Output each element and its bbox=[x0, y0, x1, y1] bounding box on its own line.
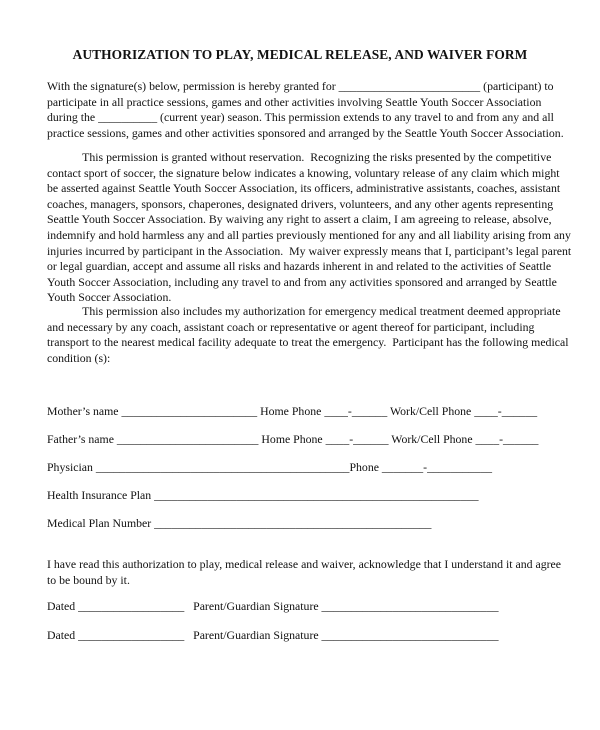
paragraph-line: or legal guardian, accept and assume all risks and hazards inherent in and related to the activities of Seattle bbox=[47, 259, 552, 274]
signature-line-1[interactable]: Dated __________________ Parent/Guardian Signature ______________________________ bbox=[47, 599, 499, 613]
acknowledgement-paragraph bbox=[47, 557, 577, 588]
paragraph-line: during the __________ (current year) season. This permission extends to any travel to and from any and all bbox=[47, 110, 554, 125]
paragraph-line: transport to the nearest medical facility adequate to treat the emergency. Participant has the following medical bbox=[47, 335, 569, 350]
paragraph-line: indemnify and hold harmless any and all parties previously mentioned for any and all liability arising from any bbox=[47, 227, 571, 242]
paragraph-line: I have read this authorization to play, medical release and waiver, acknowledge that I understand it and agree bbox=[47, 557, 562, 571]
paragraph-line: and necessary by any coach, assistant coach or representative or agent thereof for participant, including bbox=[47, 319, 535, 334]
paragraph-line: This permission is granted without reservation. Recognizing the risks presented by the competitive bbox=[47, 150, 552, 164]
medical-plan-number-field[interactable]: Medical Plan Number _______________________________________________ bbox=[47, 516, 432, 530]
physician-field[interactable]: Physician ___________________________________________Phone _______-___________ bbox=[47, 460, 492, 474]
paragraph-line: participate in all practice sessions, games and other activities involving Seattle Youth Soccer Association bbox=[47, 94, 542, 109]
signature-line-2[interactable]: Dated __________________ Parent/Guardian Signature ______________________________ bbox=[47, 628, 499, 642]
medical-paragraph bbox=[47, 304, 577, 366]
paragraph-line: Seattle Youth Soccer Association. By waiving any right to assert a claim, I am agreeing to release, absolve, bbox=[47, 212, 552, 227]
paragraph-line: contact sport of soccer, the signature below indicates a knowing, voluntary release of any claim which might bbox=[47, 165, 560, 180]
paragraph-line: practice sessions, games and other activities sponsored and arranged by the Seattle Youth Soccer Association. bbox=[47, 125, 564, 140]
health-insurance-field[interactable]: Health Insurance Plan _______________________________________________________ bbox=[47, 488, 479, 502]
permission-paragraph bbox=[47, 79, 577, 141]
paragraph-line: This permission also includes my authorization for emergency medical treatment deemed appropriate bbox=[47, 304, 561, 318]
paragraph-line: With the signature(s) below, permission is hereby granted for ________________________ (participant) to bbox=[47, 79, 554, 93]
paragraph-line: be asserted against Seattle Youth Soccer Association, its officers, administrative assistants, coaches, assistant bbox=[47, 181, 561, 196]
paragraph-line: Youth Soccer Association, including any travel to and from any activities sponsored and arranged by Seattle bbox=[47, 274, 557, 289]
mother-info-field[interactable]: Mother’s name _______________________ Home Phone ____-______ Work/Cell Phone ____-______ bbox=[47, 404, 538, 418]
paragraph-line: condition (s): bbox=[47, 350, 111, 365]
paragraph-line: Youth Soccer Association. bbox=[47, 290, 172, 305]
paragraph-line: to be bound by it. bbox=[47, 572, 130, 587]
paragraph-line: injuries incurred by participant in the Association. My waiver expressly means that I, participant’s legal parent bbox=[47, 243, 572, 258]
waiver-paragraph bbox=[47, 150, 577, 306]
father-info-field[interactable]: Father’s name ________________________ Home Phone ____-______ Work/Cell Phone ____-______ bbox=[47, 432, 539, 446]
paragraph-line: coaches, managers, sponsors, chaperones, designated drivers, volunteers, and any other agents representing bbox=[47, 196, 554, 211]
form-title: AUTHORIZATION TO PLAY, MEDICAL RELEASE, AND WAIVER FORM bbox=[72, 47, 528, 62]
